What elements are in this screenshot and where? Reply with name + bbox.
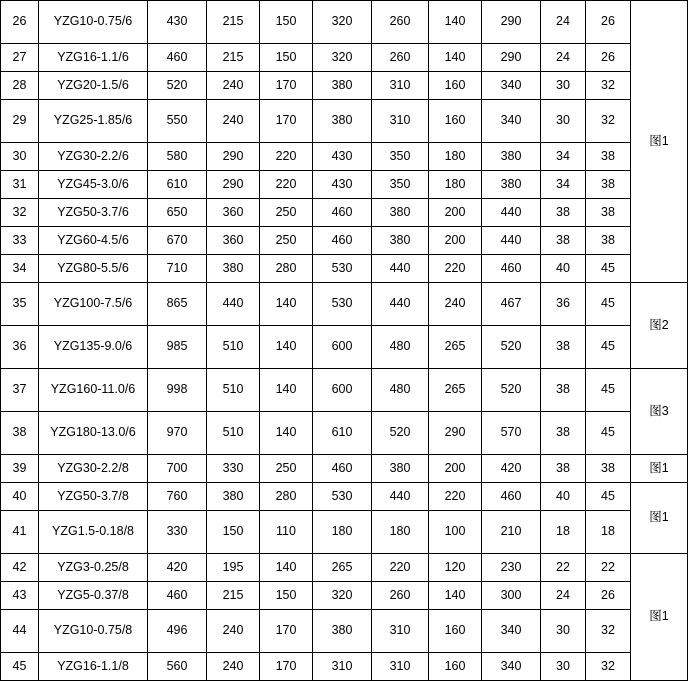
value-cell: 250 <box>260 455 313 483</box>
value-cell: 480 <box>372 369 429 412</box>
value-cell: 38 <box>586 143 631 171</box>
value-cell: 440 <box>482 199 541 227</box>
value-cell: 510 <box>207 412 260 455</box>
value-cell: 460 <box>482 255 541 283</box>
value-cell: 180 <box>429 143 482 171</box>
value-cell: 200 <box>429 227 482 255</box>
value-cell: 45 <box>586 283 631 326</box>
value-cell: 310 <box>372 653 429 681</box>
value-cell: 320 <box>313 1 372 44</box>
value-cell: 420 <box>482 455 541 483</box>
value-cell: 460 <box>313 227 372 255</box>
row-index-cell: 44 <box>1 610 39 653</box>
value-cell: 38 <box>586 227 631 255</box>
value-cell: 30 <box>541 100 586 143</box>
value-cell: 570 <box>482 412 541 455</box>
model-cell: YZG20-1.5/6 <box>39 72 148 100</box>
value-cell: 560 <box>148 653 207 681</box>
model-cell: YZG135-9.0/6 <box>39 326 148 369</box>
value-cell: 160 <box>429 610 482 653</box>
value-cell: 38 <box>586 171 631 199</box>
value-cell: 530 <box>313 255 372 283</box>
value-cell: 40 <box>541 255 586 283</box>
value-cell: 970 <box>148 412 207 455</box>
model-cell: YZG30-2.2/6 <box>39 143 148 171</box>
value-cell: 180 <box>429 171 482 199</box>
figure-ref-cell: 图1 <box>631 483 688 554</box>
value-cell: 220 <box>429 483 482 511</box>
value-cell: 300 <box>482 582 541 610</box>
value-cell: 210 <box>482 511 541 554</box>
model-cell: YZG10-0.75/8 <box>39 610 148 653</box>
value-cell: 45 <box>586 483 631 511</box>
value-cell: 150 <box>207 511 260 554</box>
row-index-cell: 34 <box>1 255 39 283</box>
value-cell: 38 <box>541 199 586 227</box>
value-cell: 460 <box>148 44 207 72</box>
value-cell: 200 <box>429 199 482 227</box>
value-cell: 440 <box>372 483 429 511</box>
value-cell: 340 <box>482 653 541 681</box>
value-cell: 650 <box>148 199 207 227</box>
value-cell: 520 <box>148 72 207 100</box>
value-cell: 140 <box>260 326 313 369</box>
value-cell: 380 <box>207 255 260 283</box>
row-index-cell: 26 <box>1 1 39 44</box>
value-cell: 360 <box>207 199 260 227</box>
value-cell: 45 <box>586 255 631 283</box>
value-cell: 380 <box>313 72 372 100</box>
row-index-cell: 35 <box>1 283 39 326</box>
value-cell: 45 <box>586 326 631 369</box>
value-cell: 18 <box>586 511 631 554</box>
model-cell: YZG60-4.5/6 <box>39 227 148 255</box>
table-row <box>1 227 688 255</box>
row-index-cell: 30 <box>1 143 39 171</box>
value-cell: 380 <box>372 199 429 227</box>
model-cell: YZG80-5.5/6 <box>39 255 148 283</box>
value-cell: 350 <box>372 171 429 199</box>
table-row <box>1 455 688 483</box>
value-cell: 38 <box>541 455 586 483</box>
value-cell: 530 <box>313 483 372 511</box>
value-cell: 520 <box>372 412 429 455</box>
value-cell: 240 <box>207 100 260 143</box>
value-cell: 340 <box>482 72 541 100</box>
value-cell: 40 <box>541 483 586 511</box>
value-cell: 440 <box>207 283 260 326</box>
value-cell: 140 <box>260 554 313 582</box>
value-cell: 180 <box>372 511 429 554</box>
value-cell: 140 <box>429 1 482 44</box>
row-index-cell: 36 <box>1 326 39 369</box>
value-cell: 140 <box>260 412 313 455</box>
value-cell: 710 <box>148 255 207 283</box>
model-cell: YZG50-3.7/8 <box>39 483 148 511</box>
value-cell: 150 <box>260 44 313 72</box>
model-cell: YZG1.5-0.18/8 <box>39 511 148 554</box>
value-cell: 330 <box>148 511 207 554</box>
value-cell: 340 <box>482 610 541 653</box>
value-cell: 240 <box>207 72 260 100</box>
value-cell: 100 <box>429 511 482 554</box>
value-cell: 170 <box>260 72 313 100</box>
row-index-cell: 37 <box>1 369 39 412</box>
table-row <box>1 171 688 199</box>
value-cell: 290 <box>207 143 260 171</box>
value-cell: 985 <box>148 326 207 369</box>
value-cell: 195 <box>207 554 260 582</box>
table-row <box>1 255 688 283</box>
value-cell: 230 <box>482 554 541 582</box>
value-cell: 18 <box>541 511 586 554</box>
value-cell: 460 <box>148 582 207 610</box>
figure-ref-cell: 图3 <box>631 369 688 455</box>
row-index-cell: 29 <box>1 100 39 143</box>
value-cell: 22 <box>541 554 586 582</box>
value-cell: 38 <box>541 227 586 255</box>
model-cell: YZG5-0.37/8 <box>39 582 148 610</box>
value-cell: 760 <box>148 483 207 511</box>
value-cell: 32 <box>586 100 631 143</box>
value-cell: 380 <box>372 227 429 255</box>
value-cell: 160 <box>429 100 482 143</box>
value-cell: 670 <box>148 227 207 255</box>
value-cell: 350 <box>372 143 429 171</box>
value-cell: 140 <box>429 582 482 610</box>
value-cell: 530 <box>313 283 372 326</box>
value-cell: 38 <box>586 199 631 227</box>
model-cell: YZG180-13.0/6 <box>39 412 148 455</box>
value-cell: 380 <box>313 100 372 143</box>
row-index-cell: 42 <box>1 554 39 582</box>
table-row <box>1 143 688 171</box>
value-cell: 240 <box>429 283 482 326</box>
table-row <box>1 1 688 44</box>
value-cell: 120 <box>429 554 482 582</box>
value-cell: 520 <box>482 326 541 369</box>
value-cell: 140 <box>260 369 313 412</box>
table-row <box>1 369 688 412</box>
table-row <box>1 483 688 511</box>
value-cell: 140 <box>429 44 482 72</box>
model-cell: YZG16-1.1/8 <box>39 653 148 681</box>
table-row <box>1 72 688 100</box>
value-cell: 280 <box>260 483 313 511</box>
value-cell: 24 <box>541 582 586 610</box>
value-cell: 265 <box>429 326 482 369</box>
value-cell: 290 <box>482 1 541 44</box>
value-cell: 290 <box>207 171 260 199</box>
value-cell: 26 <box>586 582 631 610</box>
model-cell: YZG100-7.5/6 <box>39 283 148 326</box>
value-cell: 30 <box>541 72 586 100</box>
value-cell: 150 <box>260 1 313 44</box>
value-cell: 215 <box>207 582 260 610</box>
value-cell: 30 <box>541 653 586 681</box>
model-cell: YZG160-11.0/6 <box>39 369 148 412</box>
value-cell: 38 <box>541 369 586 412</box>
figure-ref-cell: 图1 <box>631 554 688 681</box>
table-row <box>1 610 688 653</box>
model-cell: YZG50-3.7/6 <box>39 199 148 227</box>
value-cell: 220 <box>260 143 313 171</box>
row-index-cell: 27 <box>1 44 39 72</box>
model-cell: YZG16-1.1/6 <box>39 44 148 72</box>
value-cell: 320 <box>313 44 372 72</box>
table-row <box>1 283 688 326</box>
value-cell: 160 <box>429 72 482 100</box>
table-row <box>1 412 688 455</box>
value-cell: 440 <box>372 283 429 326</box>
value-cell: 380 <box>482 143 541 171</box>
table-row <box>1 653 688 681</box>
value-cell: 510 <box>207 369 260 412</box>
model-cell: YZG30-2.2/8 <box>39 455 148 483</box>
value-cell: 310 <box>313 653 372 681</box>
value-cell: 170 <box>260 653 313 681</box>
value-cell: 380 <box>207 483 260 511</box>
value-cell: 36 <box>541 283 586 326</box>
table-row <box>1 326 688 369</box>
table-row <box>1 554 688 582</box>
row-index-cell: 43 <box>1 582 39 610</box>
row-index-cell: 31 <box>1 171 39 199</box>
value-cell: 600 <box>313 369 372 412</box>
value-cell: 260 <box>372 44 429 72</box>
value-cell: 32 <box>586 72 631 100</box>
value-cell: 32 <box>586 610 631 653</box>
value-cell: 38 <box>541 412 586 455</box>
row-index-cell: 28 <box>1 72 39 100</box>
value-cell: 38 <box>541 326 586 369</box>
table-row <box>1 199 688 227</box>
value-cell: 140 <box>260 283 313 326</box>
value-cell: 240 <box>207 610 260 653</box>
value-cell: 310 <box>372 72 429 100</box>
table-row <box>1 100 688 143</box>
value-cell: 220 <box>429 255 482 283</box>
value-cell: 467 <box>482 283 541 326</box>
value-cell: 340 <box>482 100 541 143</box>
value-cell: 600 <box>313 326 372 369</box>
value-cell: 865 <box>148 283 207 326</box>
value-cell: 380 <box>372 455 429 483</box>
value-cell: 160 <box>429 653 482 681</box>
value-cell: 240 <box>207 653 260 681</box>
value-cell: 580 <box>148 143 207 171</box>
value-cell: 220 <box>260 171 313 199</box>
value-cell: 34 <box>541 143 586 171</box>
value-cell: 250 <box>260 227 313 255</box>
value-cell: 180 <box>313 511 372 554</box>
value-cell: 26 <box>586 1 631 44</box>
figure-ref-cell: 图1 <box>631 455 688 483</box>
value-cell: 32 <box>586 653 631 681</box>
model-cell: YZG45-3.0/6 <box>39 171 148 199</box>
value-cell: 510 <box>207 326 260 369</box>
value-cell: 380 <box>313 610 372 653</box>
value-cell: 34 <box>541 171 586 199</box>
value-cell: 260 <box>372 582 429 610</box>
value-cell: 38 <box>586 455 631 483</box>
value-cell: 700 <box>148 455 207 483</box>
row-index-cell: 38 <box>1 412 39 455</box>
value-cell: 45 <box>586 412 631 455</box>
row-index-cell: 40 <box>1 483 39 511</box>
value-cell: 290 <box>482 44 541 72</box>
value-cell: 170 <box>260 100 313 143</box>
value-cell: 22 <box>586 554 631 582</box>
value-cell: 550 <box>148 100 207 143</box>
value-cell: 26 <box>586 44 631 72</box>
value-cell: 460 <box>313 455 372 483</box>
value-cell: 480 <box>372 326 429 369</box>
row-index-cell: 39 <box>1 455 39 483</box>
value-cell: 430 <box>313 143 372 171</box>
value-cell: 250 <box>260 199 313 227</box>
value-cell: 610 <box>313 412 372 455</box>
table-row <box>1 582 688 610</box>
table-body <box>1 1 688 681</box>
value-cell: 440 <box>372 255 429 283</box>
row-index-cell: 41 <box>1 511 39 554</box>
value-cell: 320 <box>313 582 372 610</box>
value-cell: 610 <box>148 171 207 199</box>
value-cell: 150 <box>260 582 313 610</box>
value-cell: 280 <box>260 255 313 283</box>
value-cell: 430 <box>313 171 372 199</box>
value-cell: 380 <box>482 171 541 199</box>
table-row <box>1 44 688 72</box>
value-cell: 215 <box>207 44 260 72</box>
figure-ref-cell: 图2 <box>631 283 688 369</box>
row-index-cell: 32 <box>1 199 39 227</box>
value-cell: 24 <box>541 1 586 44</box>
value-cell: 496 <box>148 610 207 653</box>
row-index-cell: 45 <box>1 653 39 681</box>
value-cell: 220 <box>372 554 429 582</box>
value-cell: 24 <box>541 44 586 72</box>
value-cell: 200 <box>429 455 482 483</box>
value-cell: 260 <box>372 1 429 44</box>
value-cell: 310 <box>372 610 429 653</box>
table-row <box>1 511 688 554</box>
value-cell: 360 <box>207 227 260 255</box>
value-cell: 460 <box>482 483 541 511</box>
value-cell: 520 <box>482 369 541 412</box>
value-cell: 998 <box>148 369 207 412</box>
value-cell: 460 <box>313 199 372 227</box>
value-cell: 30 <box>541 610 586 653</box>
value-cell: 310 <box>372 100 429 143</box>
value-cell: 430 <box>148 1 207 44</box>
value-cell: 420 <box>148 554 207 582</box>
value-cell: 265 <box>429 369 482 412</box>
value-cell: 45 <box>586 369 631 412</box>
value-cell: 330 <box>207 455 260 483</box>
row-index-cell: 33 <box>1 227 39 255</box>
model-cell: YZG3-0.25/8 <box>39 554 148 582</box>
value-cell: 265 <box>313 554 372 582</box>
value-cell: 215 <box>207 1 260 44</box>
model-cell: YZG25-1.85/6 <box>39 100 148 143</box>
value-cell: 110 <box>260 511 313 554</box>
value-cell: 170 <box>260 610 313 653</box>
value-cell: 290 <box>429 412 482 455</box>
model-cell: YZG10-0.75/6 <box>39 1 148 44</box>
value-cell: 440 <box>482 227 541 255</box>
figure-ref-cell: 图1 <box>631 1 688 283</box>
